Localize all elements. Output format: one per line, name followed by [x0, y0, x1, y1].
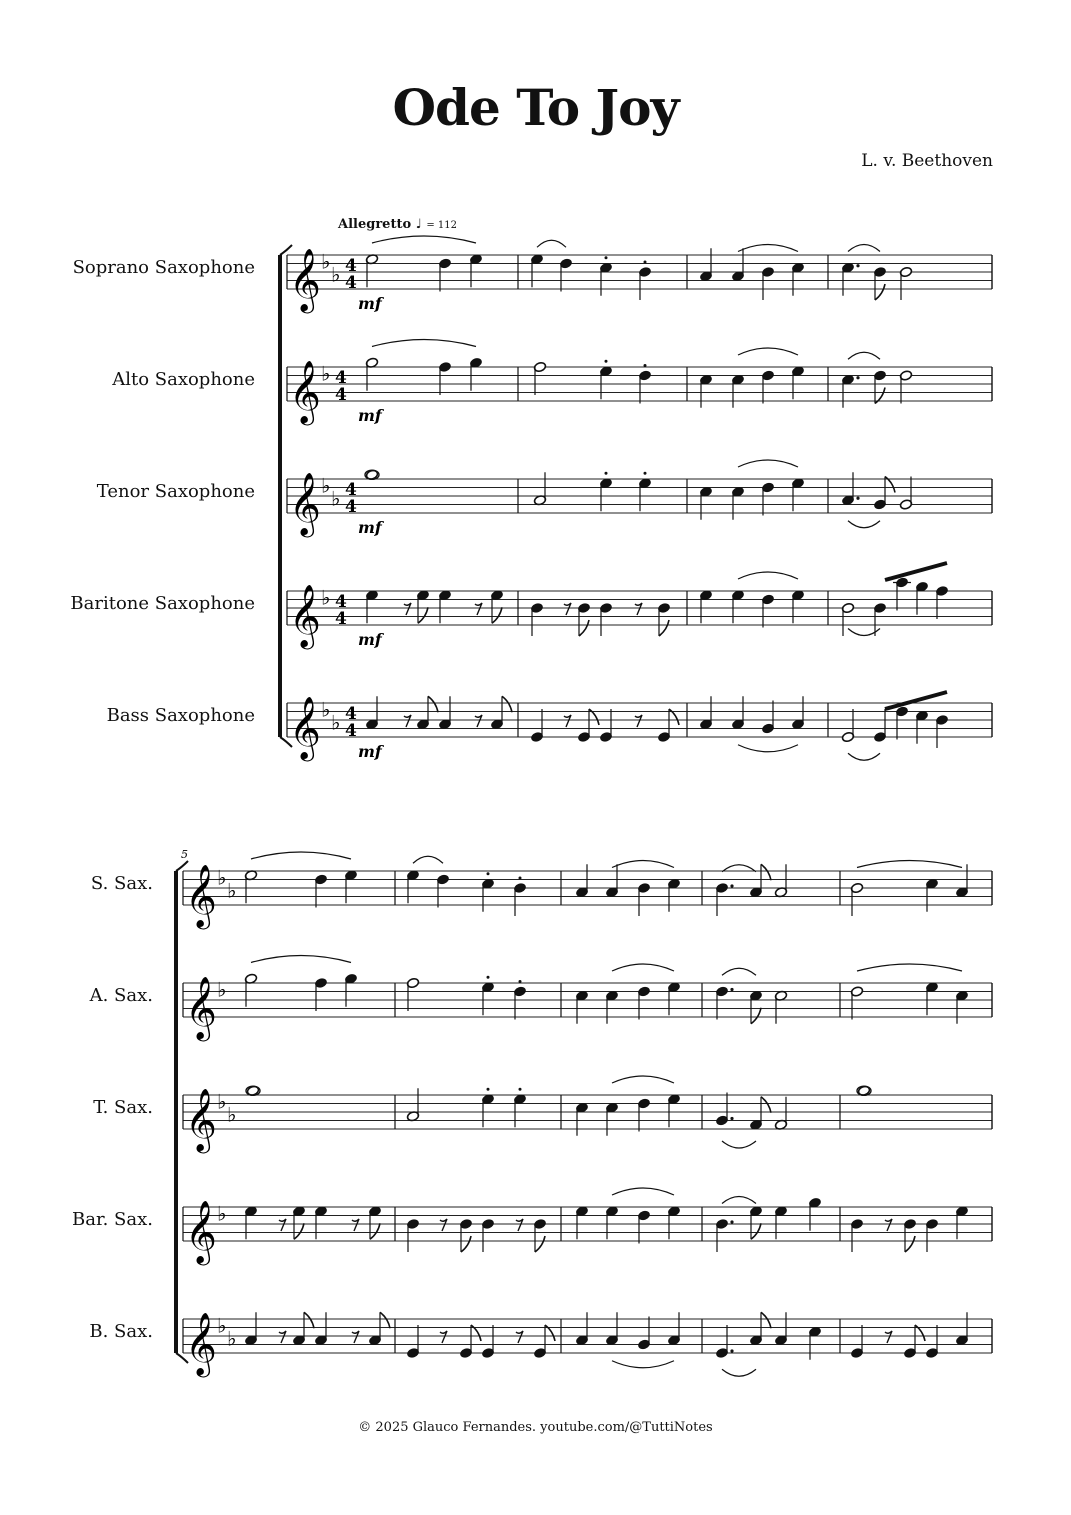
- staccato-dot: [487, 872, 490, 875]
- staccato-dot: [519, 980, 522, 983]
- note-flag: [751, 1223, 761, 1239]
- treble-clef: 𝄞: [289, 248, 321, 311]
- instrument-short-baritone: Bar. Sax.: [72, 1209, 153, 1230]
- treble-clef: 𝄞: [289, 696, 321, 759]
- flat-sign: ♭: [321, 585, 331, 610]
- augmentation-dot: [730, 988, 733, 991]
- time-sig-num: 4: [335, 368, 347, 388]
- treble-clef: 𝄞: [185, 1088, 217, 1151]
- slur: [722, 1141, 756, 1148]
- treble-clef: 𝄞: [289, 472, 321, 535]
- flat-sign: ♭: [331, 710, 341, 735]
- augmentation-dot: [730, 1220, 733, 1223]
- note-flag: [761, 1312, 771, 1328]
- treble-clef: 𝄞: [185, 1200, 217, 1263]
- treble-clef: 𝄞: [289, 360, 321, 423]
- instrument-label-alto: Alto Saxophone: [112, 369, 255, 390]
- time-sig-num: 4: [345, 256, 357, 276]
- slur: [612, 1188, 674, 1195]
- augmentation-dot: [856, 376, 859, 379]
- eighth-rest: [564, 715, 571, 727]
- note-flag: [461, 1236, 471, 1252]
- slur: [738, 348, 798, 355]
- staccato-dot: [487, 976, 490, 979]
- staccato-dot: [605, 360, 608, 363]
- eighth-rest: [440, 1331, 447, 1343]
- time-sig-den: 4: [345, 273, 357, 293]
- slur: [251, 852, 351, 859]
- note-flag: [905, 1236, 915, 1252]
- instrument-label-bass: Bass Saxophone: [106, 705, 255, 726]
- slur: [857, 964, 962, 971]
- dynamic-mf: mf: [358, 406, 382, 425]
- staccato-dot: [487, 1088, 490, 1091]
- flat-sign: ♭: [321, 361, 331, 386]
- slur: [612, 1076, 674, 1083]
- flat-sign: ♭: [321, 249, 331, 274]
- staccato-dot: [644, 261, 647, 264]
- slur: [537, 240, 566, 247]
- beam: [885, 692, 947, 709]
- treble-clef: 𝄞: [185, 1312, 217, 1375]
- slur: [413, 856, 443, 863]
- slur: [738, 745, 798, 752]
- time-sig-num: 4: [345, 480, 357, 500]
- time-sig-den: 4: [335, 385, 347, 405]
- flat-sign: ♭: [217, 1089, 227, 1114]
- eighth-rest: [352, 1219, 359, 1231]
- note-flag: [380, 1312, 390, 1328]
- score-title: Ode To Joy: [392, 78, 679, 137]
- slur: [848, 245, 880, 252]
- flat-sign: ♭: [331, 486, 341, 511]
- staccato-dot: [644, 472, 647, 475]
- slur: [857, 861, 962, 868]
- eighth-rest: [635, 715, 642, 727]
- dynamic-mf: mf: [358, 630, 382, 649]
- flat-sign: ♭: [217, 1313, 227, 1338]
- flat-sign: ♭: [227, 1326, 237, 1351]
- slur: [612, 964, 674, 971]
- eighth-rest: [279, 1219, 286, 1231]
- instrument-short-alto: A. Sax.: [89, 985, 153, 1006]
- note-flag: [370, 1223, 380, 1239]
- eighth-rest: [885, 1331, 892, 1343]
- slur: [722, 1369, 756, 1376]
- treble-clef: 𝄞: [185, 864, 217, 927]
- instrument-short-soprano: S. Sax.: [90, 873, 153, 894]
- note-flag: [492, 607, 502, 623]
- eighth-rest: [475, 603, 482, 615]
- slur: [372, 236, 476, 243]
- eighth-rest: [475, 715, 482, 727]
- instrument-label-baritone: Baritone Saxophone: [70, 593, 255, 614]
- instrument-label-tenor: Tenor Saxophone: [96, 481, 255, 502]
- staccato-dot: [519, 877, 522, 880]
- note-flag: [502, 696, 512, 712]
- note-flag: [304, 1312, 314, 1328]
- eighth-rest: [404, 603, 411, 615]
- note-flag: [579, 620, 589, 636]
- flat-sign: ♭: [217, 865, 227, 890]
- slur: [722, 1197, 756, 1204]
- beam: [885, 563, 947, 580]
- note-flag: [428, 696, 438, 712]
- dynamic-mf: mf: [358, 518, 382, 537]
- time-sig-num: 4: [335, 592, 347, 612]
- time-sig-den: 4: [345, 497, 357, 517]
- note-flag: [659, 620, 669, 636]
- slur: [722, 968, 756, 975]
- dynamic-mf: mf: [358, 294, 382, 313]
- note-flag: [418, 607, 428, 623]
- staccato-dot: [605, 256, 608, 259]
- note-flag: [761, 864, 771, 880]
- slur: [738, 460, 798, 467]
- time-sig-num: 4: [345, 704, 357, 724]
- flat-sign: ♭: [321, 473, 331, 498]
- augmentation-dot: [730, 1349, 733, 1352]
- time-sig-den: 4: [335, 609, 347, 629]
- tempo-text: Allegretto: [338, 217, 412, 232]
- eighth-rest: [885, 1219, 892, 1231]
- slur: [372, 340, 476, 347]
- eighth-rest: [440, 1219, 447, 1231]
- treble-clef: 𝄞: [185, 976, 217, 1039]
- copyright-footer: © 2025 Glauco Fernandes. youtube.com/@TuttiNotes: [358, 1420, 713, 1435]
- note-flag: [761, 1097, 771, 1113]
- slur: [251, 956, 351, 963]
- augmentation-dot: [856, 497, 859, 500]
- flat-sign: ♭: [227, 878, 237, 903]
- staccato-dot: [519, 1088, 522, 1091]
- measure-number: 5: [181, 848, 188, 861]
- flat-sign: ♭: [217, 977, 227, 1002]
- eighth-rest: [516, 1331, 523, 1343]
- note-flag: [294, 1223, 304, 1239]
- composer: L. v. Beethoven: [861, 151, 993, 171]
- slur: [848, 753, 880, 760]
- flat-sign: ♭: [217, 1201, 227, 1226]
- note-flag: [875, 284, 885, 300]
- note-flag: [535, 1236, 545, 1252]
- augmentation-dot: [730, 884, 733, 887]
- eighth-rest: [352, 1331, 359, 1343]
- eighth-rest: [564, 603, 571, 615]
- flat-sign: ♭: [321, 697, 331, 722]
- instrument-short-tenor: T. Sax.: [93, 1097, 153, 1118]
- dynamic-mf: mf: [358, 742, 382, 761]
- tempo-value: = 112: [426, 220, 457, 231]
- eighth-rest: [279, 1331, 286, 1343]
- augmentation-dot: [856, 264, 859, 267]
- eighth-rest: [404, 715, 411, 727]
- slur: [738, 245, 798, 252]
- slur: [848, 521, 880, 528]
- flat-sign: ♭: [331, 262, 341, 287]
- slur: [738, 572, 798, 579]
- time-sig-den: 4: [345, 721, 357, 741]
- slur: [612, 861, 674, 868]
- eighth-rest: [635, 603, 642, 615]
- flat-sign: ♭: [227, 1102, 237, 1127]
- staccato-dot: [644, 364, 647, 367]
- instrument-label-soprano: Soprano Saxophone: [72, 257, 255, 278]
- staccato-dot: [605, 472, 608, 475]
- augmentation-dot: [730, 1117, 733, 1120]
- eighth-rest: [516, 1219, 523, 1231]
- quarter-note-icon: ♩: [415, 217, 422, 232]
- slur: [848, 352, 880, 359]
- slur: [612, 1361, 674, 1368]
- note-flag: [751, 1008, 761, 1024]
- instrument-short-bass: B. Sax.: [89, 1321, 153, 1342]
- treble-clef: 𝄞: [289, 584, 321, 647]
